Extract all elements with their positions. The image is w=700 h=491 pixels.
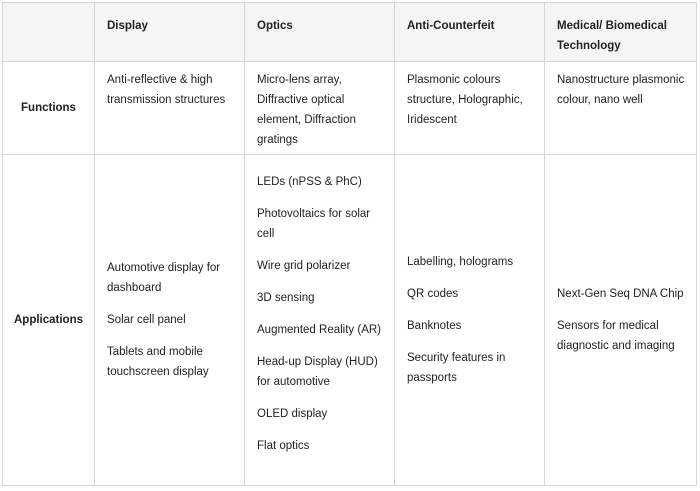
applications-anti-counterfeit-cell (395, 155, 545, 486)
functions-display-cell: Anti-reflective & high transmission structures (95, 62, 245, 155)
corner-cell (3, 3, 95, 62)
functions-medical-cell: Nanostructure plasmonic colour, nano well (545, 62, 697, 155)
list-item: Wire grid polarizer (257, 260, 351, 272)
header-anti-counterfeit: Anti-Counterfeit (395, 3, 545, 62)
list-item: Automotive display for dashboard (107, 262, 221, 294)
applications-row (3, 155, 697, 486)
list-item: Banknotes (407, 320, 462, 332)
list-item: LEDs (nPSS & PhC) (257, 176, 362, 188)
header-row (3, 3, 697, 62)
list-item: Flat optics (257, 440, 310, 452)
header-optics: Optics (245, 3, 395, 62)
list-item: Augmented Reality (AR) (257, 324, 381, 336)
list-item: OLED display (257, 408, 328, 420)
functions-row (3, 62, 697, 155)
list-item: Tablets and mobile touchscreen display (107, 346, 209, 378)
list-item: Labelling, holograms (407, 256, 514, 268)
list-item: QR codes (407, 288, 459, 300)
list-item: Security features in passports (407, 352, 506, 384)
list-item: Solar cell panel (107, 314, 186, 326)
applications-medical-cell (545, 155, 697, 486)
header-display: Display (95, 3, 245, 62)
applications-optics-cell (245, 155, 395, 486)
row-label-functions: Functions (3, 62, 95, 155)
comparison-table (2, 2, 697, 486)
list-item: Sensors for medical diagnostic and imaging (557, 320, 675, 352)
functions-optics-cell: Micro-lens array, Diffractive optical element, Diffraction gratings (245, 62, 395, 155)
row-label-applications: Applications (3, 155, 95, 486)
applications-display-cell (95, 155, 245, 486)
header-medical: Medical/ Biomedical Technology (545, 3, 697, 62)
list-item: 3D sensing (257, 292, 315, 304)
list-item: Photovoltaics for solar cell (257, 208, 371, 240)
functions-anti-counterfeit-cell: Plasmonic colours structure, Holographic, Iridescent (395, 62, 545, 155)
list-item: Next-Gen Seq DNA Chip (557, 288, 684, 300)
list-item: Head-up Display (HUD) for automotive (257, 356, 378, 388)
